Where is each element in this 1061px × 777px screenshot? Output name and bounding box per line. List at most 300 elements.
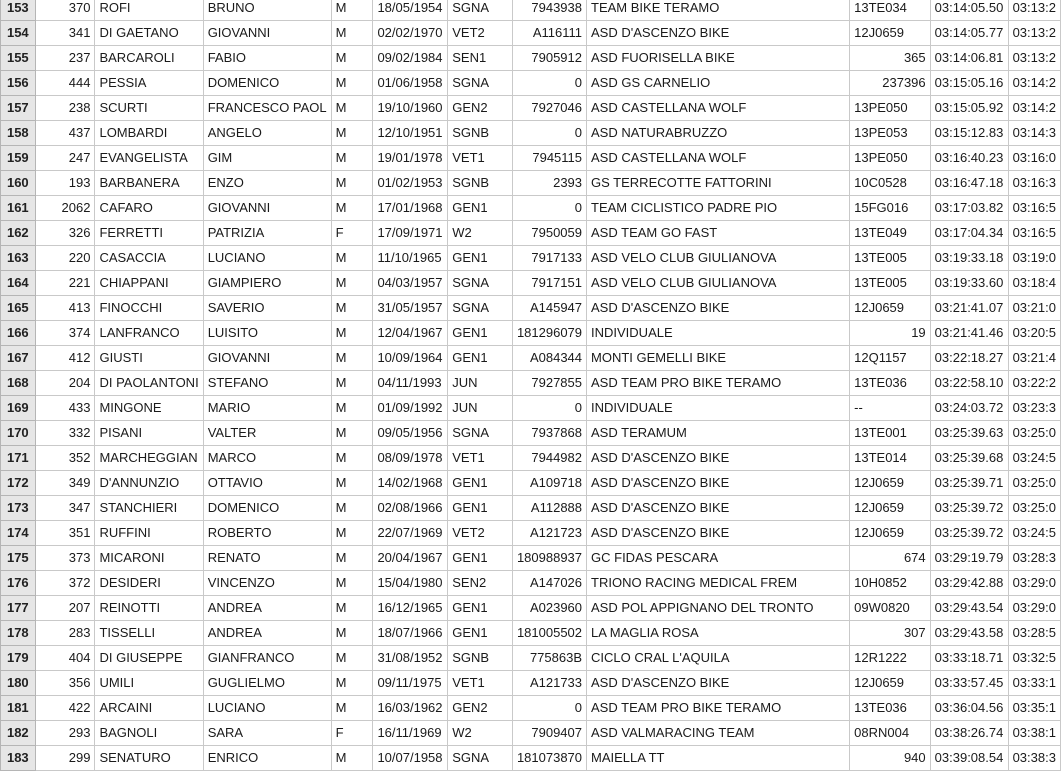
cell-team[interactable]: ASD D'ASCENZO BIKE (587, 296, 850, 321)
cell-sex[interactable]: M (331, 471, 373, 496)
cell-team[interactable]: ASD VELO CLUB GIULIANOVA (587, 246, 850, 271)
cell-time-2[interactable]: 03:32:5 (1008, 646, 1060, 671)
row-header[interactable]: 177 (1, 596, 36, 621)
cell-time[interactable]: 03:14:06.81 (930, 46, 1008, 71)
cell-team[interactable]: MAIELLA TT (587, 746, 850, 771)
cell-sex[interactable]: M (331, 696, 373, 721)
cell-firstname[interactable]: GUGLIELMO (203, 671, 331, 696)
cell-team[interactable]: ASD VELO CLUB GIULIANOVA (587, 271, 850, 296)
cell-time-2[interactable]: 03:16:5 (1008, 196, 1060, 221)
cell-card[interactable]: A116111 (512, 21, 586, 46)
cell-bib[interactable]: 374 (35, 321, 95, 346)
cell-time[interactable]: 03:29:19.79 (930, 546, 1008, 571)
cell-surname[interactable]: LANFRANCO (95, 321, 203, 346)
cell-sex[interactable]: M (331, 346, 373, 371)
cell-birthdate[interactable]: 11/10/1965 (373, 246, 448, 271)
cell-firstname[interactable]: GIOVANNI (203, 21, 331, 46)
cell-category[interactable]: GEN2 (448, 696, 513, 721)
cell-surname[interactable]: D'ANNUNZIO (95, 471, 203, 496)
cell-sex[interactable]: M (331, 246, 373, 271)
cell-card[interactable]: 0 (512, 396, 586, 421)
row-header[interactable]: 176 (1, 571, 36, 596)
cell-surname[interactable]: TISSELLI (95, 621, 203, 646)
cell-team-code[interactable]: 12J0659 (850, 296, 931, 321)
cell-team[interactable]: ASD TERAMUM (587, 421, 850, 446)
cell-team-code[interactable]: 307 (850, 621, 931, 646)
cell-time[interactable]: 03:22:58.10 (930, 371, 1008, 396)
cell-birthdate[interactable]: 09/02/1984 (373, 46, 448, 71)
cell-birthdate[interactable]: 01/02/1953 (373, 171, 448, 196)
cell-bib[interactable]: 437 (35, 121, 95, 146)
cell-team[interactable]: ASD D'ASCENZO BIKE (587, 671, 850, 696)
cell-firstname[interactable]: ANGELO (203, 121, 331, 146)
cell-card[interactable]: 7927046 (512, 96, 586, 121)
cell-card[interactable]: 181296079 (512, 321, 586, 346)
cell-bib[interactable]: 237 (35, 46, 95, 71)
cell-card[interactable]: 180988937 (512, 546, 586, 571)
cell-birthdate[interactable]: 17/01/1968 (373, 196, 448, 221)
cell-team-code[interactable]: 10H0852 (850, 571, 931, 596)
cell-team[interactable]: GC FIDAS PESCARA (587, 546, 850, 571)
cell-surname[interactable]: CASACCIA (95, 246, 203, 271)
cell-team[interactable]: ASD TEAM PRO BIKE TERAMO (587, 696, 850, 721)
cell-time-2[interactable]: 03:14:2 (1008, 96, 1060, 121)
cell-bib[interactable]: 422 (35, 696, 95, 721)
cell-team-code[interactable]: 13TE036 (850, 371, 931, 396)
cell-firstname[interactable]: LUISITO (203, 321, 331, 346)
cell-firstname[interactable]: MARIO (203, 396, 331, 421)
cell-card[interactable]: A112888 (512, 496, 586, 521)
cell-bib[interactable]: 299 (35, 746, 95, 771)
cell-bib[interactable]: 404 (35, 646, 95, 671)
cell-time[interactable]: 03:17:03.82 (930, 196, 1008, 221)
cell-sex[interactable]: M (331, 296, 373, 321)
cell-bib[interactable]: 221 (35, 271, 95, 296)
cell-birthdate[interactable]: 31/08/1952 (373, 646, 448, 671)
row-header[interactable]: 161 (1, 196, 36, 221)
cell-firstname[interactable]: FABIO (203, 46, 331, 71)
cell-bib[interactable]: 413 (35, 296, 95, 321)
cell-team[interactable]: INDIVIDUALE (587, 321, 850, 346)
cell-category[interactable]: JUN (448, 371, 513, 396)
cell-bib[interactable]: 444 (35, 71, 95, 96)
cell-team[interactable]: TEAM BIKE TERAMO (587, 0, 850, 21)
row-header[interactable]: 164 (1, 271, 36, 296)
cell-time[interactable]: 03:15:12.83 (930, 121, 1008, 146)
row-header[interactable]: 153 (1, 0, 36, 21)
cell-firstname[interactable]: ENRICO (203, 746, 331, 771)
row-header[interactable]: 183 (1, 746, 36, 771)
cell-time[interactable]: 03:15:05.16 (930, 71, 1008, 96)
cell-sex[interactable]: M (331, 521, 373, 546)
cell-card[interactable]: A109718 (512, 471, 586, 496)
cell-team[interactable]: ASD CASTELLANA WOLF (587, 146, 850, 171)
cell-time-2[interactable]: 03:24:5 (1008, 521, 1060, 546)
cell-card[interactable]: 7937868 (512, 421, 586, 446)
cell-birthdate[interactable]: 02/02/1970 (373, 21, 448, 46)
cell-bib[interactable]: 326 (35, 221, 95, 246)
cell-sex[interactable]: M (331, 46, 373, 71)
cell-time-2[interactable]: 03:24:5 (1008, 446, 1060, 471)
row-header[interactable]: 173 (1, 496, 36, 521)
cell-team-code[interactable]: 12J0659 (850, 521, 931, 546)
cell-birthdate[interactable]: 16/03/1962 (373, 696, 448, 721)
cell-bib[interactable]: 238 (35, 96, 95, 121)
cell-card[interactable]: 7945115 (512, 146, 586, 171)
cell-surname[interactable]: PESSIA (95, 71, 203, 96)
cell-category[interactable]: SGNA (448, 0, 513, 21)
cell-category[interactable]: SGNB (448, 646, 513, 671)
cell-team[interactable]: TRIONO RACING MEDICAL FREM (587, 571, 850, 596)
cell-firstname[interactable]: STEFANO (203, 371, 331, 396)
cell-team[interactable]: MONTI GEMELLI BIKE (587, 346, 850, 371)
cell-time[interactable]: 03:36:04.56 (930, 696, 1008, 721)
cell-sex[interactable]: M (331, 446, 373, 471)
cell-time[interactable]: 03:19:33.60 (930, 271, 1008, 296)
cell-time[interactable]: 03:22:18.27 (930, 346, 1008, 371)
row-header[interactable]: 165 (1, 296, 36, 321)
cell-surname[interactable]: FERRETTI (95, 221, 203, 246)
cell-birthdate[interactable]: 02/08/1966 (373, 496, 448, 521)
cell-birthdate[interactable]: 31/05/1957 (373, 296, 448, 321)
cell-birthdate[interactable]: 01/06/1958 (373, 71, 448, 96)
cell-card[interactable]: A147026 (512, 571, 586, 596)
cell-team[interactable]: TEAM CICLISTICO PADRE PIO (587, 196, 850, 221)
cell-birthdate[interactable]: 09/05/1956 (373, 421, 448, 446)
row-header[interactable]: 181 (1, 696, 36, 721)
cell-team-code[interactable]: 12J0659 (850, 21, 931, 46)
cell-bib[interactable]: 352 (35, 446, 95, 471)
cell-category[interactable]: VET1 (448, 671, 513, 696)
cell-time-2[interactable]: 03:21:0 (1008, 296, 1060, 321)
cell-bib[interactable]: 351 (35, 521, 95, 546)
cell-category[interactable]: SEN1 (448, 46, 513, 71)
cell-card[interactable]: 181005502 (512, 621, 586, 646)
cell-card[interactable]: 7909407 (512, 721, 586, 746)
cell-bib[interactable]: 349 (35, 471, 95, 496)
cell-birthdate[interactable]: 10/07/1958 (373, 746, 448, 771)
cell-team-code[interactable]: 674 (850, 546, 931, 571)
cell-firstname[interactable]: GIANFRANCO (203, 646, 331, 671)
cell-surname[interactable]: BARBANERA (95, 171, 203, 196)
cell-time-2[interactable]: 03:21:4 (1008, 346, 1060, 371)
cell-birthdate[interactable]: 16/11/1969 (373, 721, 448, 746)
cell-time-2[interactable]: 03:14:2 (1008, 71, 1060, 96)
cell-sex[interactable]: M (331, 196, 373, 221)
cell-card[interactable]: 0 (512, 71, 586, 96)
cell-card[interactable]: 0 (512, 121, 586, 146)
cell-surname[interactable]: RUFFINI (95, 521, 203, 546)
cell-bib[interactable]: 433 (35, 396, 95, 421)
cell-firstname[interactable]: PATRIZIA (203, 221, 331, 246)
row-header[interactable]: 163 (1, 246, 36, 271)
cell-sex[interactable]: M (331, 71, 373, 96)
row-header[interactable]: 167 (1, 346, 36, 371)
cell-birthdate[interactable]: 17/09/1971 (373, 221, 448, 246)
cell-sex[interactable]: M (331, 396, 373, 421)
cell-time-2[interactable]: 03:29:0 (1008, 596, 1060, 621)
cell-time-2[interactable]: 03:38:3 (1008, 746, 1060, 771)
cell-birthdate[interactable]: 08/09/1978 (373, 446, 448, 471)
cell-card[interactable]: 7917151 (512, 271, 586, 296)
cell-time[interactable]: 03:29:43.54 (930, 596, 1008, 621)
row-header[interactable]: 174 (1, 521, 36, 546)
cell-team-code[interactable]: 12R1222 (850, 646, 931, 671)
cell-firstname[interactable]: GIAMPIERO (203, 271, 331, 296)
cell-time[interactable]: 03:25:39.68 (930, 446, 1008, 471)
cell-bib[interactable]: 356 (35, 671, 95, 696)
cell-card[interactable]: 7944982 (512, 446, 586, 471)
cell-team[interactable]: ASD D'ASCENZO BIKE (587, 471, 850, 496)
cell-birthdate[interactable]: 09/11/1975 (373, 671, 448, 696)
cell-time[interactable]: 03:33:18.71 (930, 646, 1008, 671)
cell-time[interactable]: 03:25:39.63 (930, 421, 1008, 446)
cell-surname[interactable]: DI GIUSEPPE (95, 646, 203, 671)
cell-surname[interactable]: CAFARO (95, 196, 203, 221)
cell-team-code[interactable]: 13TE034 (850, 0, 931, 21)
cell-sex[interactable]: M (331, 646, 373, 671)
cell-bib[interactable]: 247 (35, 146, 95, 171)
cell-category[interactable]: SGNA (448, 296, 513, 321)
cell-surname[interactable]: DESIDERI (95, 571, 203, 596)
cell-firstname[interactable]: DOMENICO (203, 496, 331, 521)
cell-team[interactable]: INDIVIDUALE (587, 396, 850, 421)
cell-surname[interactable]: MICARONI (95, 546, 203, 571)
cell-time-2[interactable]: 03:25:0 (1008, 421, 1060, 446)
cell-birthdate[interactable]: 15/04/1980 (373, 571, 448, 596)
cell-surname[interactable]: LOMBARDI (95, 121, 203, 146)
cell-surname[interactable]: DI PAOLANTONI (95, 371, 203, 396)
cell-team[interactable]: GS TERRECOTTE FATTORINI (587, 171, 850, 196)
cell-team-code[interactable]: 13TE001 (850, 421, 931, 446)
row-header[interactable]: 171 (1, 446, 36, 471)
cell-team-code[interactable]: -- (850, 396, 931, 421)
cell-surname[interactable]: ROFI (95, 0, 203, 21)
cell-time[interactable]: 03:19:33.18 (930, 246, 1008, 271)
cell-firstname[interactable]: MARCO (203, 446, 331, 471)
cell-team-code[interactable]: 940 (850, 746, 931, 771)
cell-sex[interactable]: M (331, 421, 373, 446)
cell-birthdate[interactable]: 12/04/1967 (373, 321, 448, 346)
cell-surname[interactable]: BAGNOLI (95, 721, 203, 746)
cell-sex[interactable]: M (331, 621, 373, 646)
row-header[interactable]: 166 (1, 321, 36, 346)
cell-sex[interactable]: M (331, 371, 373, 396)
cell-time-2[interactable]: 03:33:1 (1008, 671, 1060, 696)
cell-sex[interactable]: M (331, 171, 373, 196)
cell-sex[interactable]: M (331, 671, 373, 696)
cell-firstname[interactable]: GIOVANNI (203, 346, 331, 371)
cell-firstname[interactable]: VALTER (203, 421, 331, 446)
cell-surname[interactable]: ARCAINI (95, 696, 203, 721)
cell-team-code[interactable]: 13PE050 (850, 96, 931, 121)
cell-card[interactable]: 181073870 (512, 746, 586, 771)
cell-time-2[interactable]: 03:29:0 (1008, 571, 1060, 596)
cell-birthdate[interactable]: 12/10/1951 (373, 121, 448, 146)
cell-card[interactable]: 775863B (512, 646, 586, 671)
cell-category[interactable]: GEN1 (448, 496, 513, 521)
cell-birthdate[interactable]: 16/12/1965 (373, 596, 448, 621)
row-header[interactable]: 158 (1, 121, 36, 146)
cell-birthdate[interactable]: 01/09/1992 (373, 396, 448, 421)
cell-team[interactable]: ASD D'ASCENZO BIKE (587, 21, 850, 46)
cell-team-code[interactable]: 12J0659 (850, 671, 931, 696)
cell-card[interactable]: A023960 (512, 596, 586, 621)
cell-time[interactable]: 03:16:40.23 (930, 146, 1008, 171)
cell-surname[interactable]: STANCHIERI (95, 496, 203, 521)
cell-team-code[interactable]: 237396 (850, 71, 931, 96)
cell-time[interactable]: 03:29:42.88 (930, 571, 1008, 596)
cell-time-2[interactable]: 03:23:3 (1008, 396, 1060, 421)
cell-time[interactable]: 03:29:43.58 (930, 621, 1008, 646)
cell-card[interactable]: A121723 (512, 521, 586, 546)
cell-card[interactable]: 2393 (512, 171, 586, 196)
cell-team-code[interactable]: 12J0659 (850, 496, 931, 521)
cell-team-code[interactable]: 15FG016 (850, 196, 931, 221)
row-header[interactable]: 180 (1, 671, 36, 696)
cell-bib[interactable]: 293 (35, 721, 95, 746)
row-header[interactable]: 160 (1, 171, 36, 196)
cell-firstname[interactable]: ENZO (203, 171, 331, 196)
cell-time-2[interactable]: 03:13:2 (1008, 21, 1060, 46)
cell-firstname[interactable]: LUCIANO (203, 246, 331, 271)
cell-card[interactable]: 0 (512, 196, 586, 221)
cell-team-code[interactable]: 365 (850, 46, 931, 71)
row-header[interactable]: 156 (1, 71, 36, 96)
cell-team-code[interactable]: 13TE005 (850, 246, 931, 271)
cell-team[interactable]: ASD TEAM PRO BIKE TERAMO (587, 371, 850, 396)
cell-sex[interactable]: F (331, 221, 373, 246)
cell-team[interactable]: ASD CASTELLANA WOLF (587, 96, 850, 121)
cell-bib[interactable]: 193 (35, 171, 95, 196)
cell-sex[interactable]: F (331, 721, 373, 746)
cell-firstname[interactable]: OTTAVIO (203, 471, 331, 496)
cell-surname[interactable]: MARCHEGGIAN (95, 446, 203, 471)
cell-time[interactable]: 03:38:26.74 (930, 721, 1008, 746)
cell-time-2[interactable]: 03:38:1 (1008, 721, 1060, 746)
cell-sex[interactable]: M (331, 271, 373, 296)
cell-category[interactable]: GEN1 (448, 471, 513, 496)
row-header[interactable]: 172 (1, 471, 36, 496)
cell-category[interactable]: VET2 (448, 21, 513, 46)
cell-birthdate[interactable]: 19/01/1978 (373, 146, 448, 171)
cell-category[interactable]: SGNA (448, 71, 513, 96)
cell-birthdate[interactable]: 14/02/1968 (373, 471, 448, 496)
cell-team[interactable]: ASD POL APPIGNANO DEL TRONTO (587, 596, 850, 621)
cell-team[interactable]: ASD TEAM GO FAST (587, 221, 850, 246)
row-header[interactable]: 179 (1, 646, 36, 671)
cell-team-code[interactable]: 13TE036 (850, 696, 931, 721)
row-header[interactable]: 168 (1, 371, 36, 396)
cell-time[interactable]: 03:17:04.34 (930, 221, 1008, 246)
cell-bib[interactable]: 2062 (35, 196, 95, 221)
cell-category[interactable]: SEN2 (448, 571, 513, 596)
cell-time-2[interactable]: 03:19:0 (1008, 246, 1060, 271)
cell-category[interactable]: GEN1 (448, 621, 513, 646)
cell-time[interactable]: 03:24:03.72 (930, 396, 1008, 421)
cell-firstname[interactable]: RENATO (203, 546, 331, 571)
cell-time[interactable]: 03:25:39.72 (930, 496, 1008, 521)
cell-sex[interactable]: M (331, 96, 373, 121)
cell-firstname[interactable]: FRANCESCO PAOL (203, 96, 331, 121)
cell-category[interactable]: GEN1 (448, 346, 513, 371)
cell-category[interactable]: GEN1 (448, 246, 513, 271)
cell-card[interactable]: A121733 (512, 671, 586, 696)
row-header[interactable]: 169 (1, 396, 36, 421)
cell-team-code[interactable]: 13PE053 (850, 121, 931, 146)
cell-firstname[interactable]: SAVERIO (203, 296, 331, 321)
cell-surname[interactable]: PISANI (95, 421, 203, 446)
cell-firstname[interactable]: ANDREA (203, 596, 331, 621)
cell-category[interactable]: SGNA (448, 421, 513, 446)
cell-team-code[interactable]: 19 (850, 321, 931, 346)
cell-bib[interactable]: 283 (35, 621, 95, 646)
cell-surname[interactable]: GIUSTI (95, 346, 203, 371)
cell-sex[interactable]: M (331, 746, 373, 771)
cell-team-code[interactable]: 12Q1157 (850, 346, 931, 371)
cell-bib[interactable]: 370 (35, 0, 95, 21)
cell-birthdate[interactable]: 18/07/1966 (373, 621, 448, 646)
cell-sex[interactable]: M (331, 121, 373, 146)
cell-time-2[interactable]: 03:25:0 (1008, 496, 1060, 521)
cell-sex[interactable]: M (331, 596, 373, 621)
cell-bib[interactable]: 373 (35, 546, 95, 571)
cell-team[interactable]: ASD D'ASCENZO BIKE (587, 496, 850, 521)
cell-firstname[interactable]: BRUNO (203, 0, 331, 21)
cell-category[interactable]: JUN (448, 396, 513, 421)
cell-team-code[interactable]: 09W0820 (850, 596, 931, 621)
cell-card[interactable]: A145947 (512, 296, 586, 321)
cell-bib[interactable]: 341 (35, 21, 95, 46)
cell-team-code[interactable]: 12J0659 (850, 471, 931, 496)
cell-firstname[interactable]: LUCIANO (203, 696, 331, 721)
cell-team[interactable]: CICLO CRAL L'AQUILA (587, 646, 850, 671)
cell-time-2[interactable]: 03:16:0 (1008, 146, 1060, 171)
cell-time[interactable]: 03:25:39.71 (930, 471, 1008, 496)
cell-firstname[interactable]: DOMENICO (203, 71, 331, 96)
cell-time[interactable]: 03:21:41.46 (930, 321, 1008, 346)
cell-birthdate[interactable]: 18/05/1954 (373, 0, 448, 21)
cell-time-2[interactable]: 03:16:5 (1008, 221, 1060, 246)
cell-category[interactable]: SGNB (448, 121, 513, 146)
cell-team-code[interactable]: 13TE014 (850, 446, 931, 471)
cell-category[interactable]: GEN1 (448, 596, 513, 621)
cell-category[interactable]: VET1 (448, 146, 513, 171)
cell-team[interactable]: ASD NATURABRUZZO (587, 121, 850, 146)
row-header[interactable]: 175 (1, 546, 36, 571)
cell-card[interactable]: 7950059 (512, 221, 586, 246)
row-header[interactable]: 170 (1, 421, 36, 446)
row-header[interactable]: 162 (1, 221, 36, 246)
cell-surname[interactable]: CHIAPPANI (95, 271, 203, 296)
cell-time[interactable]: 03:15:05.92 (930, 96, 1008, 121)
cell-sex[interactable]: M (331, 21, 373, 46)
cell-sex[interactable]: M (331, 496, 373, 521)
cell-firstname[interactable]: ROBERTO (203, 521, 331, 546)
cell-sex[interactable]: M (331, 0, 373, 21)
cell-card[interactable]: 7943938 (512, 0, 586, 21)
cell-time-2[interactable]: 03:16:3 (1008, 171, 1060, 196)
cell-time-2[interactable]: 03:14:3 (1008, 121, 1060, 146)
cell-team-code[interactable]: 08RN004 (850, 721, 931, 746)
cell-birthdate[interactable]: 04/03/1957 (373, 271, 448, 296)
cell-bib[interactable]: 372 (35, 571, 95, 596)
cell-category[interactable]: SGNA (448, 271, 513, 296)
row-header[interactable]: 159 (1, 146, 36, 171)
cell-time[interactable]: 03:14:05.50 (930, 0, 1008, 21)
cell-time[interactable]: 03:16:47.18 (930, 171, 1008, 196)
row-header[interactable]: 154 (1, 21, 36, 46)
